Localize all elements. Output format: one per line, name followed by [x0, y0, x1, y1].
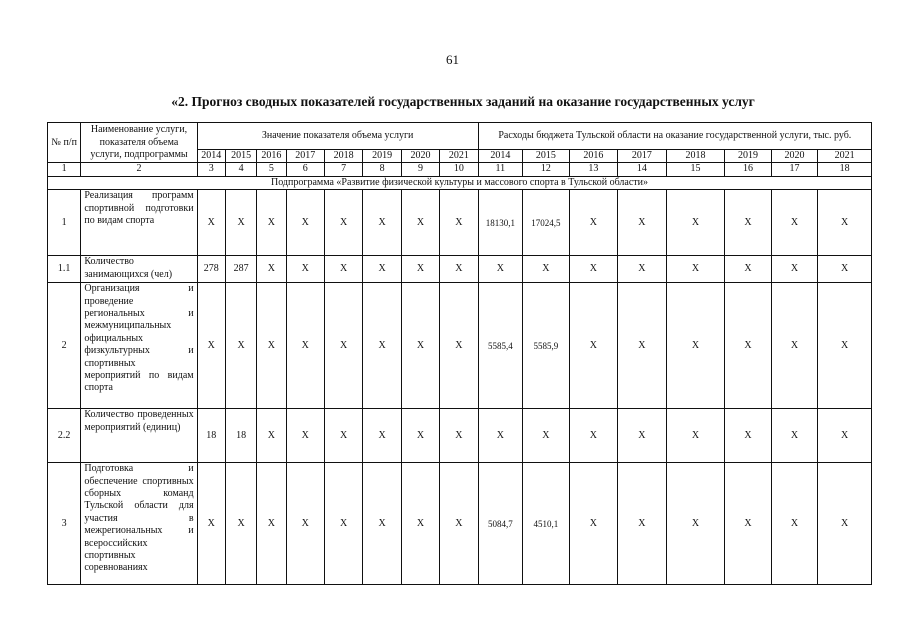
expense-cell-2014: X [478, 256, 522, 283]
value-cell-2015: 287 [225, 256, 256, 283]
value-cell-2014: 18 [197, 409, 225, 463]
expense-cell-2020: X [771, 409, 818, 463]
column-number: 14 [618, 163, 667, 176]
header-year-expense-2014: 2014 [478, 150, 522, 163]
value-cell-2020: X [401, 283, 439, 409]
value-cell-2017: X [286, 463, 324, 585]
expense-cell-2017: X [618, 190, 667, 256]
value-cell-2019: X [363, 256, 401, 283]
header-year-expense-2019: 2019 [725, 150, 772, 163]
subprogram-header: Подпрограмма «Развитие физической культуры и массового спорта в Тульской области» [48, 176, 872, 189]
expense-cell-2015: X [523, 256, 570, 283]
expense-cell-2020: X [771, 463, 818, 585]
header-year-value-2014: 2014 [197, 150, 225, 163]
value-cell-2021: X [440, 409, 478, 463]
expense-cell-2018: X [666, 283, 725, 409]
page-number: 61 [446, 52, 459, 67]
table-row [48, 190, 872, 256]
header-year-expense-2020: 2020 [771, 150, 818, 163]
value-cell-2016: X [257, 409, 286, 463]
table-row [48, 283, 872, 409]
expense-cell-2021: X [818, 190, 872, 256]
value-cell-2018: X [324, 463, 362, 585]
header-expense-group: Расходы бюджета Тульской области на оказание государственной услуги, тыс. руб. [478, 123, 871, 150]
value-cell-2020: X [401, 256, 439, 283]
column-number: 7 [324, 163, 362, 176]
row-number: 2 [48, 283, 81, 409]
value-cell-2018: X [324, 283, 362, 409]
expense-cell-2020: X [771, 256, 818, 283]
expense-cell-2014: X [478, 409, 522, 463]
expense-cell-2016: X [569, 190, 618, 256]
expense-cell-2020: X [771, 283, 818, 409]
header-year-value-2015: 2015 [225, 150, 256, 163]
column-number: 13 [569, 163, 618, 176]
expense-cell-2015: X [523, 409, 570, 463]
value-cell-2016: X [257, 190, 286, 256]
value-cell-2019: X [363, 190, 401, 256]
column-number: 8 [363, 163, 401, 176]
header-year-value-2018: 2018 [324, 150, 362, 163]
header-year-expense-2017: 2017 [618, 150, 667, 163]
value-cell-2014: 278 [197, 256, 225, 283]
expense-cell-2019: X [725, 190, 772, 256]
column-number: 11 [478, 163, 522, 176]
header-year-value-2019: 2019 [363, 150, 401, 163]
value-cell-2018: X [324, 409, 362, 463]
value-cell-2019: X [363, 283, 401, 409]
expense-cell-2019: X [725, 256, 772, 283]
column-number: 3 [197, 163, 225, 176]
value-cell-2015: X [225, 190, 256, 256]
header-year-value-2021: 2021 [440, 150, 478, 163]
table-row [48, 409, 872, 463]
value-cell-2017: X [286, 256, 324, 283]
expense-cell-2015: 5585,9 [523, 283, 570, 409]
value-cell-2020: X [401, 463, 439, 585]
row-name: Организация и проведение региональных и межмуниципальных официальных физкультурных и спортивных мероприятий по видам спорта [81, 283, 197, 409]
expense-cell-2016: X [569, 409, 618, 463]
expense-cell-2018: X [666, 409, 725, 463]
header-year-value-2017: 2017 [286, 150, 324, 163]
expense-cell-2021: X [818, 283, 872, 409]
header-year-expense-2021: 2021 [818, 150, 872, 163]
expense-cell-2019: X [725, 283, 772, 409]
value-cell-2014: X [197, 190, 225, 256]
row-name: Количество занимающихся (чел) [81, 256, 197, 283]
expense-cell-2017: X [618, 283, 667, 409]
column-number: 12 [523, 163, 570, 176]
value-cell-2014: X [197, 463, 225, 585]
expense-cell-2014: 18130,1 [478, 190, 522, 256]
header-year-value-2016: 2016 [257, 150, 286, 163]
value-cell-2021: X [440, 283, 478, 409]
column-number: 15 [666, 163, 725, 176]
value-cell-2019: X [363, 463, 401, 585]
header-year-expense-2015: 2015 [523, 150, 570, 163]
expense-cell-2016: X [569, 463, 618, 585]
header-year-expense-2016: 2016 [569, 150, 618, 163]
expense-cell-2020: X [771, 190, 818, 256]
value-cell-2018: X [324, 190, 362, 256]
expense-cell-2019: X [725, 409, 772, 463]
expense-cell-2017: X [618, 256, 667, 283]
expense-cell-2016: X [569, 283, 618, 409]
column-number: 9 [401, 163, 439, 176]
column-number: 16 [725, 163, 772, 176]
row-number: 1.1 [48, 256, 81, 283]
expense-cell-2021: X [818, 409, 872, 463]
expense-cell-2021: X [818, 463, 872, 585]
expense-cell-2018: X [666, 256, 725, 283]
column-number: 5 [257, 163, 286, 176]
expense-cell-2018: X [666, 463, 725, 585]
value-cell-2016: X [257, 256, 286, 283]
expense-cell-2018: X [666, 190, 725, 256]
expense-cell-2017: X [618, 409, 667, 463]
expense-cell-2019: X [725, 463, 772, 585]
row-name: Количество проведенных мероприятий (единиц) [81, 409, 197, 463]
expense-cell-2021: X [818, 256, 872, 283]
header-value-group: Значение показателя объема услуги [197, 123, 478, 150]
table-row [48, 256, 872, 283]
value-cell-2017: X [286, 190, 324, 256]
column-number: 2 [81, 163, 197, 176]
expense-cell-2015: 4510,1 [523, 463, 570, 585]
forecast-table [47, 122, 872, 585]
row-number: 2.2 [48, 409, 81, 463]
column-number: 6 [286, 163, 324, 176]
column-number: 10 [440, 163, 478, 176]
column-number: 17 [771, 163, 818, 176]
value-cell-2017: X [286, 283, 324, 409]
value-cell-2016: X [257, 463, 286, 585]
expense-cell-2016: X [569, 256, 618, 283]
column-number: 18 [818, 163, 872, 176]
row-number: 1 [48, 190, 81, 256]
header-year-value-2020: 2020 [401, 150, 439, 163]
value-cell-2021: X [440, 190, 478, 256]
value-cell-2014: X [197, 283, 225, 409]
value-cell-2019: X [363, 409, 401, 463]
value-cell-2016: X [257, 283, 286, 409]
value-cell-2015: X [225, 283, 256, 409]
value-cell-2020: X [401, 409, 439, 463]
row-number: 3 [48, 463, 81, 585]
expense-cell-2014: 5084,7 [478, 463, 522, 585]
value-cell-2015: X [225, 463, 256, 585]
header-name: Наименование услуги, показателя объема услуги, подпрограммы [81, 123, 197, 163]
table-row [48, 463, 872, 585]
value-cell-2021: X [440, 256, 478, 283]
expense-cell-2015: 17024,5 [523, 190, 570, 256]
expense-cell-2014: 5585,4 [478, 283, 522, 409]
value-cell-2021: X [440, 463, 478, 585]
value-cell-2017: X [286, 409, 324, 463]
column-number: 1 [48, 163, 81, 176]
row-name: Реализация программ спортивной подготовки по видам спорта [81, 190, 197, 256]
header-year-expense-2018: 2018 [666, 150, 725, 163]
row-name: Подготовка и обеспечение спортивных сборных команд Тульской области для участия в межрегиональных и всероссийских спортивных соревнованиях [81, 463, 197, 585]
column-number: 4 [225, 163, 256, 176]
header-no: № п/п [48, 123, 81, 163]
value-cell-2020: X [401, 190, 439, 256]
expense-cell-2017: X [618, 463, 667, 585]
document-title: «2. Прогноз сводных показателей государственных заданий на оказание государственных услуг [171, 94, 755, 109]
value-cell-2018: X [324, 256, 362, 283]
value-cell-2015: 18 [225, 409, 256, 463]
